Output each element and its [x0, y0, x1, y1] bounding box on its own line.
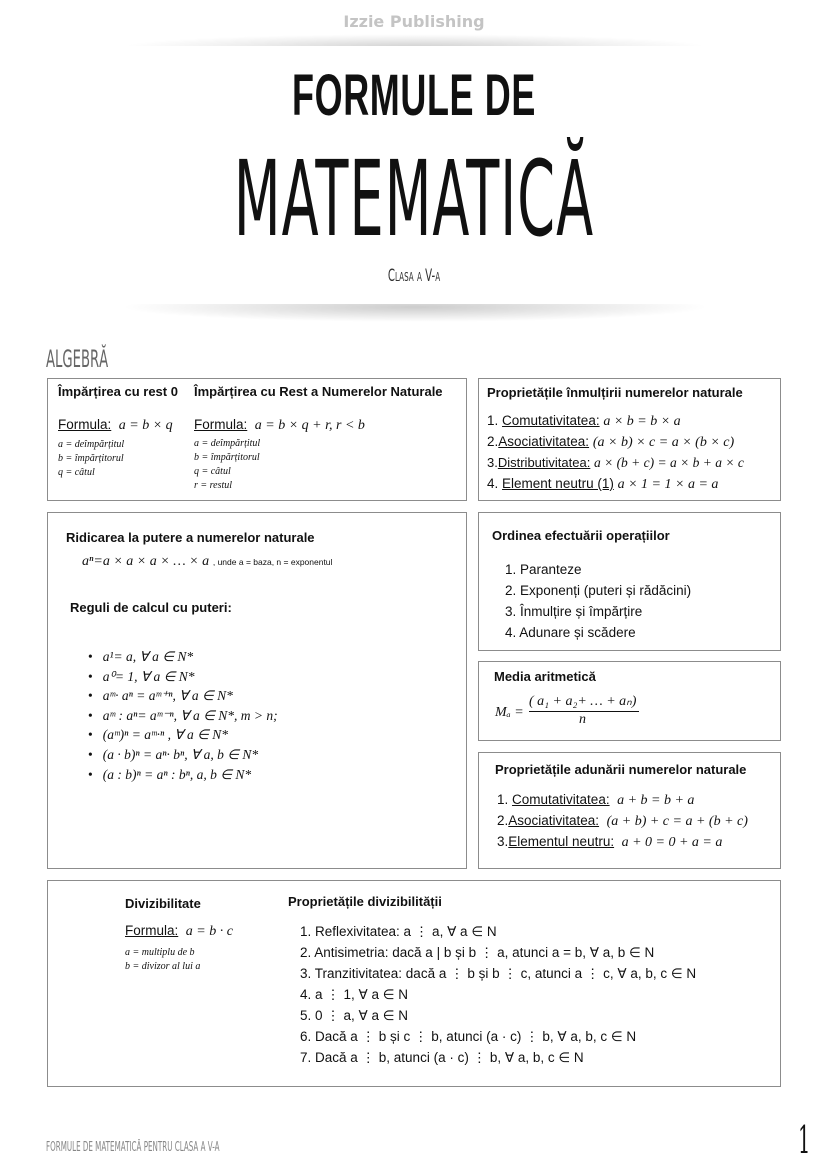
formula-label: Formula: — [194, 417, 248, 432]
adunare-item-3: 3.Elementul neutru: a + 0 = 0 + a = a — [497, 834, 723, 850]
box-media — [478, 661, 781, 741]
formula-rest — [194, 417, 365, 434]
section-label-algebra: ALGEBRĂ — [46, 345, 109, 373]
proprietate-item: 1. Reflexivitatea: a ⋮ a, ∀ a ∈ N — [300, 924, 497, 939]
title-line-2: MATEMATICĂ — [233, 138, 595, 260]
heading-impartire-rest: Împărțirea cu Rest a Numerelor Naturale — [194, 384, 443, 399]
media-denominator: n — [579, 712, 586, 727]
putere-note: , unde a = baza, n = exponentul — [212, 557, 333, 567]
var-line: q = câtul — [194, 466, 231, 477]
media-numerator: ( a₁ + a₂+ … + aₙ) — [529, 694, 637, 709]
ordine-item: 4. Adunare și scădere — [505, 625, 636, 640]
formula-label: Formula: — [58, 417, 112, 432]
regula-item: • aᵐ : aⁿ= aᵐ⁻ⁿ, ∀ a ∈ N*, m > n; — [88, 706, 278, 726]
heading-inmultire: Proprietățile înmulțirii numerelor naturale — [487, 385, 743, 400]
ordine-item: 2. Exponenți (puteri și rădăcini) — [505, 583, 692, 598]
vars-rest0 — [58, 438, 124, 480]
reguli-list — [88, 647, 278, 784]
proprietate-item: 6. Dacă a ⋮ b și c ⋮ b, atunci (a · c) ⋮ b, ∀ a, b, c ∈ N — [300, 1029, 637, 1044]
heading-divizibilitate: Divizibilitate — [125, 896, 201, 911]
inmultire-item-4: 4. Element neutru (1) a × 1 = 1 × a = a — [487, 476, 719, 492]
var-line: b = împărțitorul — [58, 453, 124, 464]
publisher-name: Izzie Publishing — [343, 12, 485, 31]
heading-reguli: Reguli de calcul cu puteri: — [70, 600, 232, 615]
regula-item: • (aᵐ)ⁿ = aᵐ·ⁿ , ∀ a ∈ N* — [88, 725, 278, 745]
proprietate-item: 4. a ⋮ 1, ∀ a ∈ N — [300, 987, 409, 1002]
box-putere — [47, 512, 467, 869]
adunare-item-1: 1. Comutativitatea: a + b = b + a — [497, 792, 695, 808]
box-inmultire — [478, 378, 781, 501]
heading-impartire-rest0: Împărțirea cu rest 0 — [58, 384, 178, 399]
box-divizibilitate — [47, 880, 781, 1087]
proprietate-item: 2. Antisimetria: dacă a | b și b ⋮ a, atunci a = b, ∀ a, b ∈ N — [300, 945, 655, 960]
heading-adunare: Proprietățile adunării numerelor naturale — [495, 762, 747, 777]
putere-expr: aⁿ=a × a × a × … × a — [82, 554, 210, 569]
formula-rest0 — [58, 417, 173, 434]
title-line-1: FORMULE DE — [292, 63, 536, 128]
var-line: a = deîmpărțitul — [58, 439, 125, 450]
box-adunare — [478, 752, 781, 869]
putere-formula — [82, 553, 332, 570]
ordine-item: 1. Paranteze — [505, 562, 582, 577]
inmultire-item-2: 2.Asociativitatea: (a × b) × c = a × (b × c) — [487, 434, 735, 450]
var-line: b = divizor al lui a — [125, 961, 201, 972]
formula-label: Formula: — [125, 923, 179, 938]
divizibilitate-expr: a = b · c — [185, 924, 233, 939]
adunare-item-2: 2.Asociativitatea: (a + b) + c = a + (b + c) — [497, 813, 748, 829]
regula-item: • a⁰= 1, ∀ a ∈ N* — [88, 667, 278, 687]
box-ordine — [478, 512, 781, 651]
heading-media: Media aritmetică — [494, 669, 596, 684]
heading-putere: Ridicarea la putere a numerelor naturale — [66, 530, 315, 545]
divizibilitate-formula — [125, 923, 233, 940]
subtitle: Clasa a V-a — [387, 266, 441, 286]
ordine-list — [505, 559, 691, 643]
box-impartire — [47, 378, 467, 501]
proprietate-item: 7. Dacă a ⋮ b, atunci (a · c) ⋮ b, ∀ a, b, c ∈ N — [300, 1050, 584, 1065]
regula-item: • (a : b)ⁿ = aⁿ : bⁿ, a, b ∈ N* — [88, 765, 278, 785]
var-line: q = câtul — [58, 467, 95, 478]
heading-proprietati-divizibilitate: Proprietățile divizibilității — [288, 894, 442, 909]
divizibilitate-vars — [125, 946, 200, 974]
regula-item: • (a · b)ⁿ = aⁿ· bⁿ, ∀ a, b ∈ N* — [88, 745, 278, 765]
ordine-item: 3. Înmulțire și împărțire — [505, 604, 643, 619]
media-lhs: Mₐ = — [495, 705, 524, 720]
var-line: b = împărțitorul — [194, 452, 260, 463]
var-line: a = deîmpărțitul — [194, 438, 261, 449]
inmultire-item-1: 1. Comutativitatea: a × b = b × a — [487, 413, 681, 429]
regula-item: • aᵐ· aⁿ = aᵐ⁺ⁿ, ∀ a ∈ N* — [88, 686, 278, 706]
var-line: a = multiplu de b — [125, 947, 195, 958]
proprietati-list — [300, 921, 696, 1068]
footer-text: FORMULE DE MATEMATICĂ PENTRU CLASA A V-A — [46, 1140, 220, 1155]
proprietate-item: 5. 0 ⋮ a, ∀ a ∈ N — [300, 1008, 409, 1023]
inmultire-item-3: 3.Distributivitatea: a × (b + c) = a × b + a × c — [487, 455, 744, 470]
formula-rest-expr: a = b × q + r, r < b — [254, 418, 365, 433]
heading-ordine: Ordinea efectuării operațiilor — [492, 528, 670, 543]
var-line: r = restul — [194, 480, 233, 491]
proprietate-item: 3. Tranzitivitatea: dacă a ⋮ b și b ⋮ c, atunci a ⋮ c, ∀ a, b, c ∈ N — [300, 966, 697, 981]
formula-rest0-expr: a = b × q — [118, 418, 173, 433]
page-number: 1 — [797, 1118, 810, 1162]
vars-rest — [194, 437, 260, 493]
regula-item: • a¹= a, ∀ a ∈ N* — [88, 647, 278, 667]
